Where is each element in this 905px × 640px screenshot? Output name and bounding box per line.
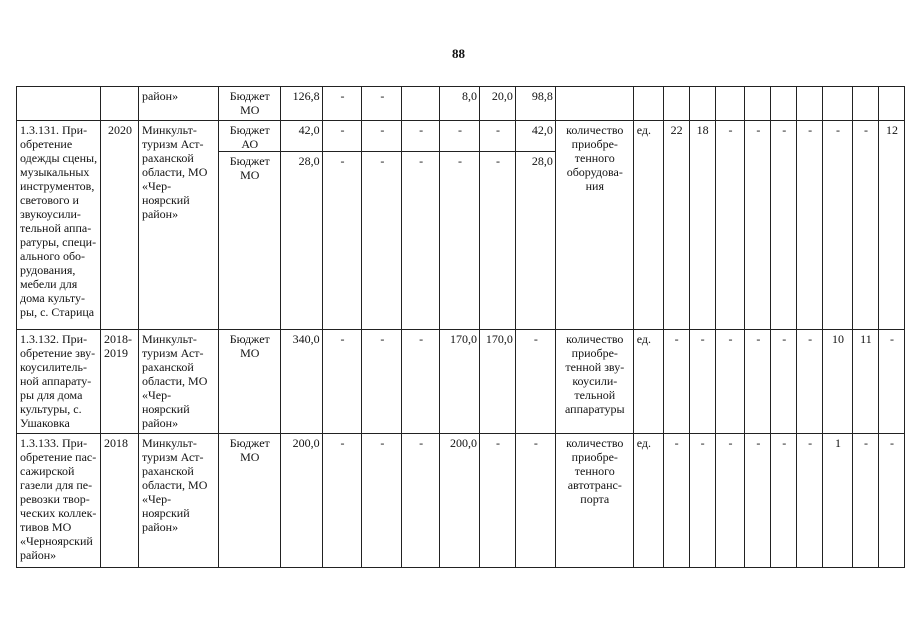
year-2015-cell: - (362, 152, 402, 330)
unit-cell: ед. (633, 434, 663, 568)
executor-cell: район» (138, 87, 218, 121)
table-row (17, 87, 905, 121)
total-cell: 340,0 (280, 330, 322, 434)
year-2019-cell: 42,0 (515, 121, 555, 152)
indicator-value-cell: - (852, 434, 878, 568)
year-2016-cell (402, 87, 440, 121)
year-cell: 2018-2019 (100, 330, 138, 434)
page-number: 88 (452, 46, 465, 61)
year-2015-cell: - (362, 87, 402, 121)
year-2016-cell: - (402, 121, 440, 152)
total-cell: 126,8 (280, 87, 322, 121)
indicator-value-cell (797, 87, 823, 121)
indicator-value-cell: - (663, 330, 689, 434)
indicator-value-cell: - (745, 434, 771, 568)
year-2014-cell: - (322, 87, 362, 121)
source-cell: Бюджет МО (218, 152, 280, 330)
indicator-value-cell (878, 87, 904, 121)
year-cell: 2020 (100, 121, 138, 330)
unit-cell: ед. (633, 121, 663, 330)
table-row (17, 121, 905, 152)
indicator-value-cell (771, 87, 797, 121)
indicator-value-cell: - (663, 434, 689, 568)
indicator-cell: количество приобре-тенного оборудова-ния (555, 121, 633, 330)
year-2016-cell: - (402, 152, 440, 330)
indicator-value-cell: - (689, 330, 715, 434)
year-2017-cell: 200,0 (440, 434, 480, 568)
indicator-value-cell: - (715, 330, 745, 434)
year-2018-cell: - (479, 121, 515, 152)
indicator-value-cell: 22 (663, 121, 689, 330)
indicator-value-cell (745, 87, 771, 121)
measure-name-cell: 1.3.132. При-обретение зву-коусилитель-ной аппарату-ры для дома культуры, с. Ушаковка (17, 330, 101, 434)
year-2016-cell: - (402, 330, 440, 434)
total-cell: 42,0 (280, 121, 322, 152)
year-2014-cell: - (322, 152, 362, 330)
indicator-value-cell: - (878, 330, 904, 434)
program-table (16, 86, 905, 568)
year-2017-cell: - (440, 152, 480, 330)
indicator-cell (555, 87, 633, 121)
source-cell: Бюджет МО (218, 87, 280, 121)
source-cell: Бюджет МО (218, 330, 280, 434)
indicator-value-cell: - (823, 121, 853, 330)
year-2018-cell: 20,0 (479, 87, 515, 121)
table-row (17, 330, 905, 434)
year-2014-cell: - (322, 121, 362, 152)
indicator-value-cell: - (797, 434, 823, 568)
indicator-value-cell: 1 (823, 434, 853, 568)
source-cell: Бюджет МО (218, 434, 280, 568)
indicator-value-cell: - (715, 434, 745, 568)
indicator-value-cell: 10 (823, 330, 853, 434)
indicator-value-cell (852, 87, 878, 121)
year-2016-cell: - (402, 434, 440, 568)
indicator-cell: количество приобре-тенного автотранс-порта (555, 434, 633, 568)
indicator-value-cell (823, 87, 853, 121)
year-2014-cell: - (322, 330, 362, 434)
year-2018-cell: - (479, 434, 515, 568)
year-cell: 2018 (100, 434, 138, 568)
measure-name-cell (17, 87, 101, 121)
indicator-value-cell: - (745, 330, 771, 434)
year-2018-cell: 170,0 (479, 330, 515, 434)
indicator-value-cell: - (745, 121, 771, 330)
year-2015-cell: - (362, 434, 402, 568)
indicator-cell: количество приобре-тенной зву-коусили-тельной аппаратуры (555, 330, 633, 434)
year-2017-cell: 8,0 (440, 87, 480, 121)
indicator-value-cell: 12 (878, 121, 904, 330)
indicator-value-cell (663, 87, 689, 121)
unit-cell (633, 87, 663, 121)
executor-cell: Минкульт-туризм Аст-раханской области, МО «Чер-ноярский район» (138, 434, 218, 568)
executor-cell: Минкульт-туризм Аст-раханской области, МО «Чер-ноярский район» (138, 121, 218, 330)
year-2015-cell: - (362, 121, 402, 152)
year-2015-cell: - (362, 330, 402, 434)
indicator-value-cell: - (797, 330, 823, 434)
unit-cell: ед. (633, 330, 663, 434)
indicator-value-cell: - (878, 434, 904, 568)
indicator-value-cell: - (715, 121, 745, 330)
year-2018-cell: - (479, 152, 515, 330)
source-cell: Бюджет АО (218, 121, 280, 152)
year-cell (100, 87, 138, 121)
total-cell: 200,0 (280, 434, 322, 568)
indicator-value-cell: - (689, 434, 715, 568)
executor-cell: Минкульт-туризм Аст-раханской области, МО «Чер-ноярский район» (138, 330, 218, 434)
measure-name-cell: 1.3.131. При-обретение одежды сцены, музыкальных инструментов, светового и звукоусили-тельной аппа-ратуры, специ-ального обо-рудования, мебели для дома культу-ры, с. Старица (17, 121, 101, 330)
year-2017-cell: 170,0 (440, 330, 480, 434)
year-2019-cell: 28,0 (515, 152, 555, 330)
year-2017-cell: - (440, 121, 480, 152)
year-2019-cell: 98,8 (515, 87, 555, 121)
year-2019-cell: - (515, 330, 555, 434)
indicator-value-cell: - (771, 121, 797, 330)
year-2014-cell: - (322, 434, 362, 568)
indicator-value-cell: - (797, 121, 823, 330)
year-2019-cell: - (515, 434, 555, 568)
indicator-value-cell: 18 (689, 121, 715, 330)
indicator-value-cell (689, 87, 715, 121)
indicator-value-cell: - (771, 434, 797, 568)
table-row (17, 434, 905, 568)
indicator-value-cell: 11 (852, 330, 878, 434)
indicator-value-cell (715, 87, 745, 121)
indicator-value-cell: - (771, 330, 797, 434)
total-cell: 28,0 (280, 152, 322, 330)
measure-name-cell: 1.3.133. При-обретение пас-сажирской газели для пе-ревозки твор-ческих коллек-тивов МО «Черноярский район» (17, 434, 101, 568)
indicator-value-cell: - (852, 121, 878, 330)
